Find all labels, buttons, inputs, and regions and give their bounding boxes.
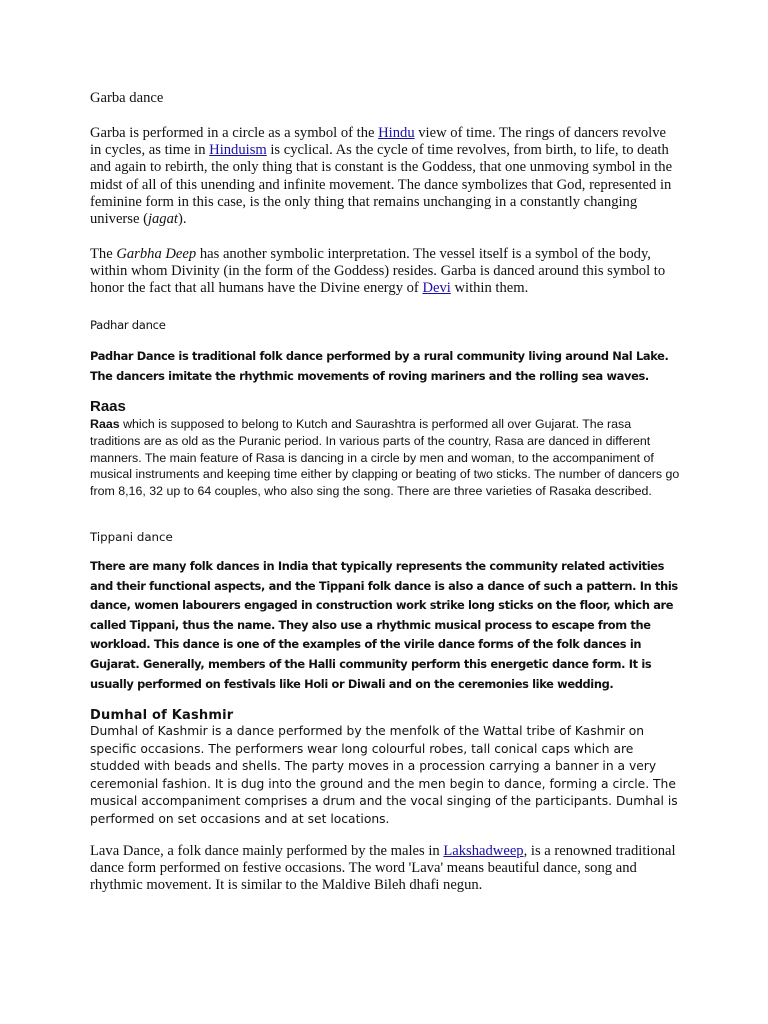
garba-heading: Garba dance — [90, 90, 164, 106]
garba-paragraph-1: Garba is performed in a circle as a symbol of the Hindu view of time. The rings of dancers revolve in cycles, as time in Hinduism is cyclical. As the cycle of time revolves, from birth, to life, to death and again to rebirth, the only thing that is constant is the Goddess, that one unmoving symbol in the midst of all of this unending and infinite movement. The dance symbolizes that God, represented in feminine form in this case, is the only thing that remains unchanging in a constantly changing universe (jagat). — [90, 125, 673, 228]
padhar-paragraph: Padhar Dance is traditional folk dance performed by a rural community living around Nal Lake. The dancers imitate the rhythmic movements of roving mariners and the rolling sea waves. — [90, 349, 669, 383]
dumhal-paragraph: Dumhal of Kashmir is a dance performed by the menfolk of the Wattal tribe of Kashmir on specific occasions. The performers wear long colourful robes, tall conical caps which are studded with beads and shells. The party moves in a procession carrying a banner in a very ceremonial fashion. It is dug into the ground and the men begin to dance, forming a circle. The musical accompaniment comprises a drum and the vocal singing of the participants. Dumhal is performed on set occasions and at set locations. — [90, 724, 678, 826]
devi-link[interactable]: Devi — [422, 280, 451, 297]
garba-paragraph-2: The Garbha Deep has another symbolic interpretation. The vessel itself is a symbol of the body, within whom Divinity (in the form of the Goddess) resides. Garba is danced around this symbol to honor the fact that all humans have the Divine energy of Devi within them. — [90, 246, 666, 297]
raas-paragraph: Raas which is supposed to belong to Kutch and Saurashtra is performed all over Gujarat. The rasa traditions are as old as the Puranic period. In various parts of the country, Rasa are danced in different manners. The main feature of Rasa is dancing in a circle by men and woman, to the accompaniment of musical instruments and keeping time either by clapping or beating of two sticks. The number of dancers go from 8,16, 32 up to 64 couples, who also sing the song. There are three varieties of Rasaka described. — [90, 417, 680, 499]
lakshadweep-link[interactable]: Lakshadweep — [443, 843, 524, 859]
dumhal-heading: Dumhal of Kashmir — [90, 708, 234, 723]
hindu-link[interactable]: Hindu — [378, 125, 415, 141]
padhar-heading: Padhar dance — [90, 318, 166, 332]
raas-heading: Raas — [90, 398, 126, 415]
tippani-paragraph: There are many folk dances in India that typically represents the community related activities and their functional aspects, and the Tippani folk dance is also a dance of such a pattern. In this dance, women labourers engaged in construction work strike long sticks on the floor, which are called Tippani, thus the name. They also use a rhythmic musical process to escape from the workload. This dance is one of the examples of the virile dance forms of the folk dances in Gujarat. Generally, members of the Halli community perform this energetic dance form. It is usually performed on festivals like Holi or Diwali and on the ceremonies like wedding. — [90, 559, 678, 691]
hinduism-link[interactable]: Hinduism — [209, 142, 267, 159]
lava-paragraph: Lava Dance, a folk dance mainly performed by the males in Lakshadweep, is a renowned traditional dance form performed on festive occasions. The word 'Lava' means beautiful dance, song and rhythmic movement. It is similar to the Maldive Bileh dhafi negun. — [90, 843, 676, 894]
tippani-heading: Tippani dance — [90, 530, 173, 544]
